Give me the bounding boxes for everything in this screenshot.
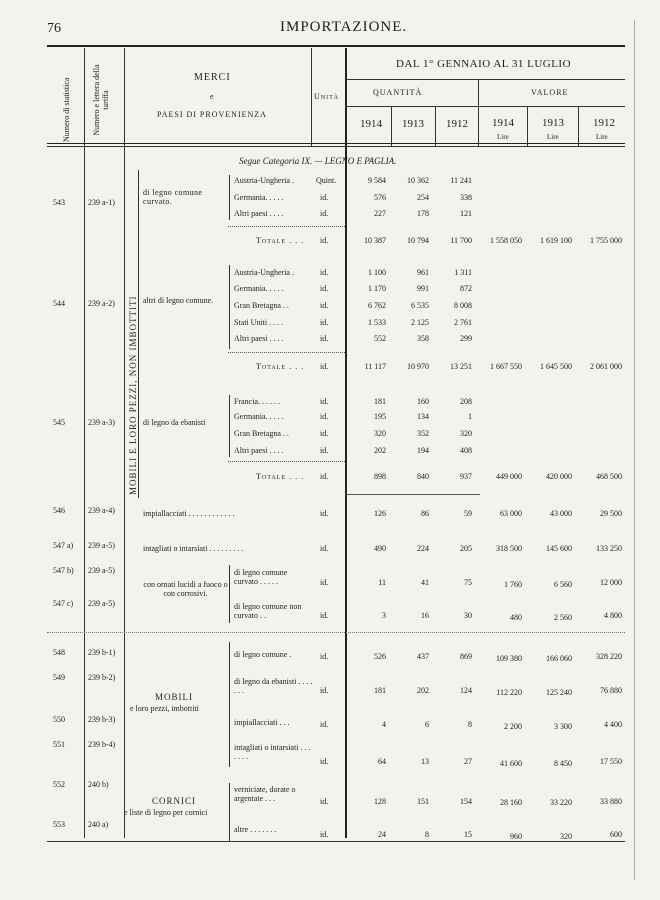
brace xyxy=(229,265,230,349)
val-1913: 320 xyxy=(560,832,572,841)
unit: id. xyxy=(320,193,329,202)
lire-v12: Lire xyxy=(596,133,608,141)
brace xyxy=(229,175,230,220)
qty-1912: 75 xyxy=(464,578,472,587)
val-1914: 960 xyxy=(510,832,522,841)
unit: id. xyxy=(320,318,329,327)
stat-number: 545 xyxy=(53,418,65,427)
qty-1913: 194 xyxy=(417,446,429,455)
qty-1914: 9 584 xyxy=(368,176,386,185)
item-description: di legno da ebanisti xyxy=(143,418,206,427)
qty-1914: 3 xyxy=(382,611,386,620)
unit: id. xyxy=(320,720,329,729)
qty-1913: 254 xyxy=(417,193,429,202)
unit: id. xyxy=(320,797,329,806)
qty-1914: 4 xyxy=(382,720,386,729)
val-1913: 3 300 xyxy=(554,722,572,731)
rule xyxy=(228,461,345,462)
sub-item: di legno comune curvato . . . . . xyxy=(234,568,288,586)
unit: id. xyxy=(320,686,329,695)
qty-1913: 6 xyxy=(425,720,429,729)
unit: id. xyxy=(320,757,329,766)
val-1913: 43 000 xyxy=(550,509,572,518)
qty-1912: 124 xyxy=(460,686,472,695)
total-val-1912: 468 500 xyxy=(596,472,622,481)
stat-number: 553 xyxy=(53,820,65,829)
qty-1913: 86 xyxy=(421,509,429,518)
val-1912: 600 xyxy=(610,830,622,839)
item-description: altri di legno comune. xyxy=(143,296,214,305)
rule xyxy=(47,146,625,147)
val-1914: 28 160 xyxy=(500,798,522,807)
val-1912: 133 250 xyxy=(596,544,622,553)
header-rule xyxy=(47,45,625,47)
qty-1912: 205 xyxy=(460,544,472,553)
val-1913: 125 240 xyxy=(546,688,572,697)
qty-1912: 11 241 xyxy=(450,176,472,185)
col-unita: Unità xyxy=(314,92,340,101)
rule xyxy=(435,106,436,146)
stat-number: 547 c) xyxy=(53,599,74,608)
rule xyxy=(124,48,125,838)
stat-number: 551 xyxy=(53,740,65,749)
rule xyxy=(345,494,480,495)
group-subtitle: e loro pezzi, imbottiti xyxy=(130,704,199,713)
country: Altri paesi . . . . xyxy=(234,446,284,455)
rule xyxy=(345,79,625,80)
country: Germania. . . . . xyxy=(234,284,284,293)
unit: id. xyxy=(320,652,329,661)
qty-1913: 8 xyxy=(425,830,429,839)
total-qty-1912: 11 700 xyxy=(450,236,472,245)
year-v13: 1913 xyxy=(542,117,564,129)
total-val-1914: 1 558 050 xyxy=(490,236,522,245)
rule xyxy=(311,48,312,146)
brace xyxy=(229,395,230,457)
year-v12: 1912 xyxy=(593,117,615,129)
val-1912: 29 500 xyxy=(600,509,622,518)
tariff-number: 239 a-3) xyxy=(88,418,115,427)
sub-item: verniciate, dorate o argentate . . . xyxy=(234,785,296,803)
total-qty-1913: 10 794 xyxy=(407,236,429,245)
val-1912: 328 220 xyxy=(596,652,622,661)
total-val-1913: 1 619 100 xyxy=(540,236,572,245)
qty-1913: 10 362 xyxy=(407,176,429,185)
val-1912: 12 000 xyxy=(600,578,622,587)
unit: id. xyxy=(320,209,329,218)
qty-1914: 526 xyxy=(374,652,386,661)
tariff-number: 240 a) xyxy=(88,820,109,829)
item-description: con ornati lucidi a fuoco o con corrosivi. xyxy=(143,580,228,598)
qty-1913: 178 xyxy=(417,209,429,218)
country: Germania. . . . . xyxy=(234,412,284,421)
qty-1912: 15 xyxy=(464,830,472,839)
val-1913: 145 600 xyxy=(546,544,572,553)
total-val-1914: 449 000 xyxy=(496,472,522,481)
country: Altri paesi . . . . xyxy=(234,334,284,343)
qty-1914: 552 xyxy=(374,334,386,343)
qty-1914: 1 533 xyxy=(368,318,386,327)
total-val-1914: 1 667 550 xyxy=(490,362,522,371)
qty-1912: 872 xyxy=(460,284,472,293)
unit: id. xyxy=(320,236,329,245)
col-num-stat: Numero di statistica xyxy=(62,77,71,142)
total-qty-1912: 937 xyxy=(460,472,472,481)
year-v14: 1914 xyxy=(492,117,514,129)
qty-1913: 151 xyxy=(417,797,429,806)
qty-1912: 27 xyxy=(464,757,472,766)
val-1912: 76 880 xyxy=(600,686,622,695)
tariff-number: 239 b-3) xyxy=(88,715,116,724)
unit: id. xyxy=(320,509,329,518)
group-title: MOBILI xyxy=(155,692,193,702)
val-1913: 8 450 xyxy=(554,759,572,768)
val-1914: 2 200 xyxy=(504,722,522,731)
col-paesi: PAESI DI PROVENIENZA xyxy=(157,110,267,119)
qty-1912: 408 xyxy=(460,446,472,455)
qty-1914: 181 xyxy=(374,686,386,695)
unit: id. xyxy=(320,397,329,406)
val-1914: 1 760 xyxy=(504,580,522,589)
qty-1914: 11 xyxy=(378,578,386,587)
val-1914: 63 000 xyxy=(500,509,522,518)
unit: id. xyxy=(320,284,329,293)
brace xyxy=(229,642,230,767)
total-qty-1914: 10 387 xyxy=(364,236,386,245)
qty-1913: 160 xyxy=(417,397,429,406)
country: Austria-Ungheria . xyxy=(234,176,294,185)
rule xyxy=(47,841,625,842)
tariff-number: 239 b-2) xyxy=(88,673,116,682)
qty-1912: 299 xyxy=(460,334,472,343)
tariff-number: 239 a-5) xyxy=(88,541,115,550)
unit: id. xyxy=(320,544,329,553)
col-merci: MERCI xyxy=(194,72,231,83)
qty-1912: 1 xyxy=(468,412,472,421)
item-description: impiallacciati . . . . . . . . . . . . xyxy=(143,509,235,518)
qty-1914: 181 xyxy=(374,397,386,406)
qty-1912: 869 xyxy=(460,652,472,661)
total-val-1912: 2 061 000 xyxy=(590,362,622,371)
val-1912: 33 880 xyxy=(600,797,622,806)
total-qty-1912: 13 251 xyxy=(450,362,472,371)
rule xyxy=(345,106,625,107)
unit: id. xyxy=(320,578,329,587)
rule xyxy=(228,352,345,353)
qty-1914: 202 xyxy=(374,446,386,455)
unit: id. xyxy=(320,268,329,277)
rule xyxy=(47,143,625,144)
tariff-number: 240 b) xyxy=(88,780,109,789)
qty-1913: 224 xyxy=(417,544,429,553)
qty-1912: 121 xyxy=(460,209,472,218)
rule xyxy=(527,106,528,146)
val-1914: 318 500 xyxy=(496,544,522,553)
total-label: Totale . . . xyxy=(256,362,305,371)
qty-1912: 320 xyxy=(460,429,472,438)
qty-1914: 227 xyxy=(374,209,386,218)
item-description: intagliati o intarsiati . . . . . . . . . xyxy=(143,544,244,553)
stat-number: 547 a) xyxy=(53,541,74,550)
val-1914: 109 380 xyxy=(496,654,522,663)
country: Gran Bretagna . . xyxy=(234,429,289,438)
unit: id. xyxy=(320,334,329,343)
val-1914: 41 600 xyxy=(500,759,522,768)
total-label: Totale . . . xyxy=(256,236,305,245)
qty-1912: 8 xyxy=(468,720,472,729)
rule xyxy=(345,48,347,838)
val-1913: 2 560 xyxy=(554,613,572,622)
qty-1912: 1 311 xyxy=(454,268,472,277)
tariff-number: 239 a-2) xyxy=(88,299,115,308)
total-qty-1914: 11 117 xyxy=(364,362,386,371)
val-1912: 4 400 xyxy=(604,720,622,729)
tariff-number: 239 a-4) xyxy=(88,506,115,515)
val-1912: 17 550 xyxy=(600,757,622,766)
brace xyxy=(229,783,230,841)
rule xyxy=(228,226,345,227)
group-label: MOBILI E LORO PEZZI, NON IMBOTTITI xyxy=(128,295,138,495)
qty-1914: 490 xyxy=(374,544,386,553)
sub-item: di legno comune . xyxy=(234,650,292,659)
tariff-number: 239 a-5) xyxy=(88,599,115,608)
sub-item: intagliati o intarsiati . . . . . . . xyxy=(234,743,311,761)
stat-number: 550 xyxy=(53,715,65,724)
val-1914: 112 220 xyxy=(496,688,522,697)
qty-1912: 208 xyxy=(460,397,472,406)
unit: id. xyxy=(320,446,329,455)
rule xyxy=(84,48,85,838)
qty-1913: 16 xyxy=(421,611,429,620)
val-1914: 480 xyxy=(510,613,522,622)
lire-v13: Lire xyxy=(547,133,559,141)
total-qty-1913: 840 xyxy=(417,472,429,481)
sub-item: altre . . . . . . . xyxy=(234,825,277,834)
rule xyxy=(578,106,579,146)
qty-1913: 991 xyxy=(417,284,429,293)
qty-1913: 358 xyxy=(417,334,429,343)
qty-1912: 154 xyxy=(460,797,472,806)
col-num-tariffa: Numero e lettera della tariffa xyxy=(92,64,110,136)
qty-1912: 8 008 xyxy=(454,301,472,310)
qty-1914: 6 762 xyxy=(368,301,386,310)
stat-number: 544 xyxy=(53,299,65,308)
val-1912: 4 800 xyxy=(604,611,622,620)
country: Austria-Ungheria . xyxy=(234,268,294,277)
sub-item: di legno comune non curvato . . xyxy=(234,602,302,620)
qty-1914: 126 xyxy=(374,509,386,518)
qty-1914: 1 170 xyxy=(368,284,386,293)
col-period: DAL 1° GENNAIO AL 31 LUGLIO xyxy=(396,58,572,70)
qty-1914: 128 xyxy=(374,797,386,806)
brace xyxy=(229,565,230,623)
qty-1913: 6 535 xyxy=(411,301,429,310)
page-number: 76 xyxy=(47,21,61,36)
unit: id. xyxy=(320,611,329,620)
qty-1914: 320 xyxy=(374,429,386,438)
group-subtitle: e liste di legno per cornici xyxy=(124,808,208,817)
stat-number: 552 xyxy=(53,780,65,789)
unit: id. xyxy=(320,412,329,421)
country: Francia. . . . . . xyxy=(234,397,280,406)
col-valore: VALORE xyxy=(531,88,569,97)
unit: id. xyxy=(320,362,329,371)
qty-1913: 437 xyxy=(417,652,429,661)
qty-1912: 59 xyxy=(464,509,472,518)
total-val-1913: 420 000 xyxy=(546,472,572,481)
page-title: IMPORTAZIONE. xyxy=(280,19,408,35)
country: Gran Bretagna . . xyxy=(234,301,289,310)
group-brace xyxy=(138,170,139,498)
page-edge xyxy=(634,20,635,880)
qty-1913: 134 xyxy=(417,412,429,421)
stat-number: 546 xyxy=(53,506,65,515)
qty-1912: 2 761 xyxy=(454,318,472,327)
tariff-number: 239 b-4) xyxy=(88,740,116,749)
category-heading: Segue Categoria IX. — LEGNO E PAGLIA. xyxy=(239,156,397,166)
qty-1914: 1 100 xyxy=(368,268,386,277)
col-quantita: QUANTITÀ xyxy=(373,88,423,97)
rule xyxy=(47,632,625,633)
qty-1913: 2 125 xyxy=(411,318,429,327)
sub-item: impiallacciati . . . xyxy=(234,718,290,727)
col-merci-e: e xyxy=(210,92,214,101)
total-val-1913: 1 645 500 xyxy=(540,362,572,371)
tariff-number: 239 b-1) xyxy=(88,648,116,657)
qty-1913: 961 xyxy=(417,268,429,277)
val-1913: 166 060 xyxy=(546,654,572,663)
country: Germania. . . . . xyxy=(234,193,284,202)
total-label: Totale . . . xyxy=(256,472,305,481)
qty-1913: 41 xyxy=(421,578,429,587)
qty-1912: 338 xyxy=(460,193,472,202)
lire-v14: Lire xyxy=(497,133,509,141)
tariff-number: 239 a-1) xyxy=(88,198,115,207)
rule xyxy=(391,106,392,146)
item-description: di legno comune curvato. xyxy=(143,188,203,206)
unit: id. xyxy=(320,472,329,481)
qty-1914: 24 xyxy=(378,830,386,839)
unit: id. xyxy=(320,429,329,438)
sub-item: di legno da ebanisti . . . . . . . xyxy=(234,677,313,695)
tariff-number: 239 a-5) xyxy=(88,566,115,575)
unit: id. xyxy=(320,301,329,310)
country: Altri paesi . . . . xyxy=(234,209,284,218)
country: Stati Uniti . . . . xyxy=(234,318,284,327)
unit: Quint. xyxy=(316,176,337,185)
rule xyxy=(478,79,479,146)
stat-number: 543 xyxy=(53,198,65,207)
val-1913: 33 220 xyxy=(550,798,572,807)
qty-1913: 352 xyxy=(417,429,429,438)
qty-1913: 202 xyxy=(417,686,429,695)
stat-number: 547 b) xyxy=(53,566,74,575)
total-val-1912: 1 755 000 xyxy=(590,236,622,245)
qty-1913: 13 xyxy=(421,757,429,766)
total-qty-1914: 898 xyxy=(374,472,386,481)
group-title: CORNICI xyxy=(152,796,197,806)
qty-1912: 30 xyxy=(464,611,472,620)
val-1913: 6 560 xyxy=(554,580,572,589)
total-qty-1913: 10 970 xyxy=(407,362,429,371)
unit: id. xyxy=(320,830,329,839)
year-q14: 1914 xyxy=(360,118,382,130)
qty-1914: 64 xyxy=(378,757,386,766)
stat-number: 548 xyxy=(53,648,65,657)
qty-1914: 195 xyxy=(374,412,386,421)
qty-1914: 576 xyxy=(374,193,386,202)
year-q13: 1913 xyxy=(402,118,424,130)
year-q12: 1912 xyxy=(446,118,468,130)
stat-number: 549 xyxy=(53,673,65,682)
